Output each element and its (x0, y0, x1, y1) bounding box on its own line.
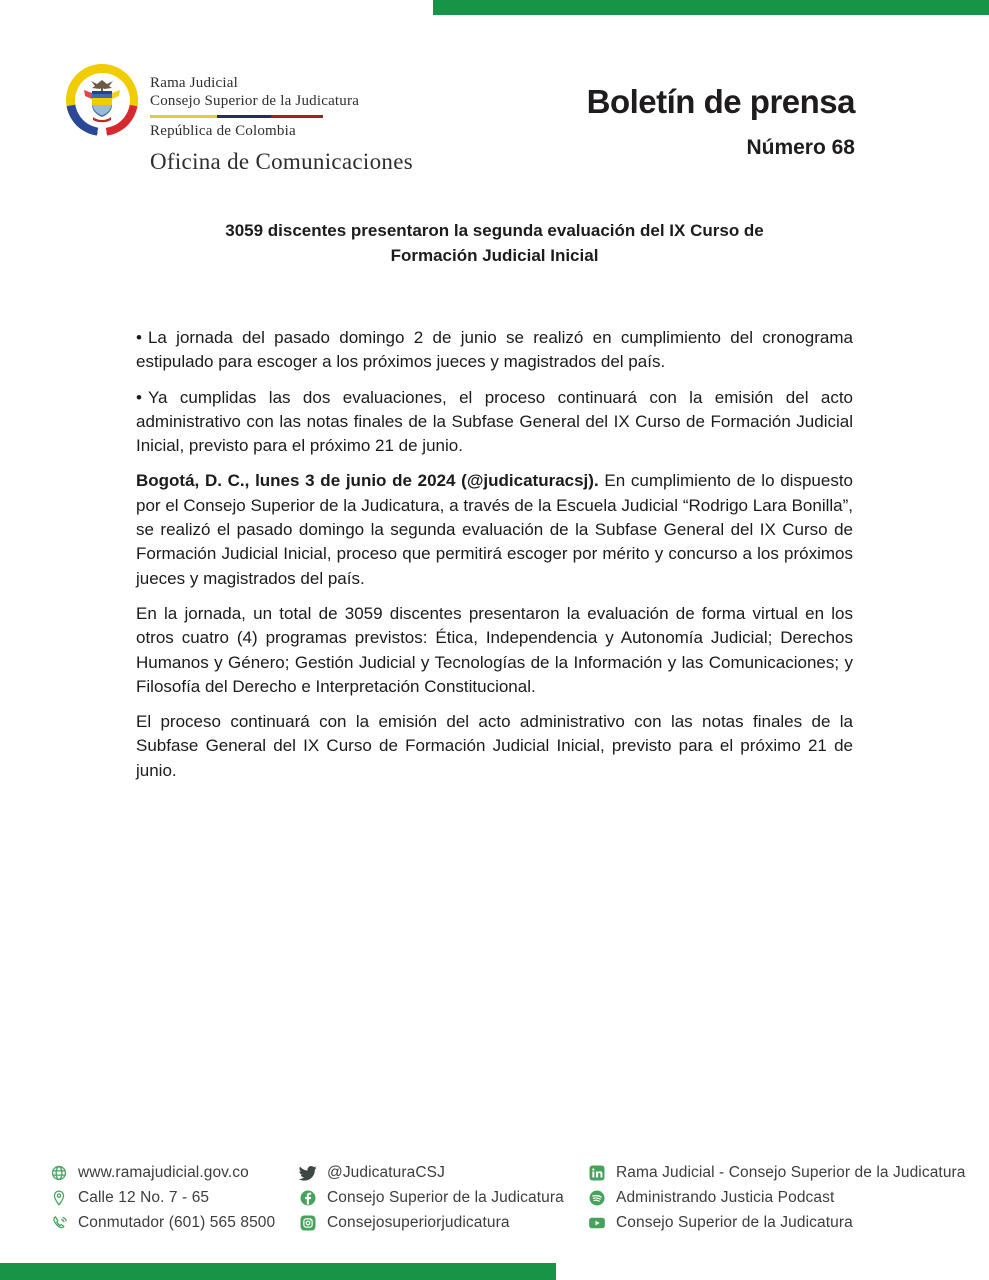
bottom-green-bar (0, 1263, 556, 1280)
body-paragraph-1: En la jornada, un total de 3059 discentes presentaron la evaluación de forma virtual en los otros cuatro (4) programas previstos: Ética, Independencia y Autonomía Judicial; Derechos Humanos y Género; Gestión Judicial y Tecnologías de la Información y las Comunicaciones; y Filosofía del Derecho e Interpretación Constitucional. (136, 603, 853, 696)
globe-icon (50, 1164, 68, 1182)
org-name-line2: Consejo Superior de la Judicatura (150, 93, 360, 109)
facebook-row (299, 1185, 564, 1210)
article-title: 3059 discentes presentaron la segunda evaluación del IX Curso de Formación Judicial Inicial (225, 221, 764, 265)
facebook-page[interactable]: Consejo Superior de la Judicatura (327, 1188, 564, 1206)
linkedin-icon (588, 1164, 606, 1182)
youtube-row (588, 1210, 966, 1235)
dateline-paragraph-text: En cumplimiento de lo dispuesto por el Consejo Superior de la Judicatura, a través de la Escuela Judicial “Rodrigo Lara Bonilla”, se realizó el pasado domingo la segunda evaluación de la Subfase General del IX Curso de Formación Judicial Inicial, proceso que permitirá escoger por mérito y concurso a los próximos jueces y magistrados del país. (136, 471, 853, 588)
website-row (50, 1160, 275, 1185)
youtube-channel[interactable]: Consejo Superior de la Judicatura (616, 1213, 853, 1231)
org-country: República de Colombia (150, 123, 296, 139)
flag-divider-red (271, 115, 323, 118)
coat-of-arms-icon (75, 73, 130, 128)
article-copy (136, 326, 853, 783)
bulletin-header (587, 84, 855, 160)
spotify-row (588, 1185, 966, 1210)
top-green-bar (433, 0, 989, 15)
flag-divider-yellow (150, 115, 217, 118)
body-paragraph-2: El proceso continuará con la emisión del acto administrativo con las notas finales de la Subfase General del IX Curso de Formación Judicial Inicial, previsto para el próximo 21 de junio. (136, 712, 853, 780)
org-name-line1: Rama Judicial (150, 75, 238, 91)
flag-ring (66, 64, 138, 136)
phone-icon (50, 1214, 68, 1232)
linkedin-row (588, 1160, 966, 1185)
facebook-icon (299, 1189, 317, 1207)
phone-text: Conmutador (601) 565 8500 (78, 1213, 276, 1231)
instagram-handle[interactable]: Consejosuperiorjudicatura (327, 1213, 510, 1231)
bullet-point-2 (136, 386, 853, 459)
bulletin-number: Número 68 (746, 136, 855, 159)
spotify-show[interactable]: Administrando Justicia Podcast (616, 1188, 835, 1206)
bullet-marker: • (136, 328, 142, 347)
bullet-point-2-text: Ya cumplidas las dos evaluaciones, el proceso continuará con la emisión del acto administrativo con las notas finales de la Subfase General del IX Curso de Formación Judicial Inicial, previsto para el próximo 21 de junio. (136, 387, 853, 456)
bullet-marker: • (136, 387, 142, 407)
bulletin-title: Boletín de prensa (586, 83, 855, 120)
twitter-handle[interactable]: @JudicaturaCSJ (327, 1163, 445, 1181)
rama-judicial-logo (66, 64, 138, 136)
flag-divider-blue (217, 115, 271, 118)
address-row (50, 1185, 275, 1210)
instagram-icon (299, 1214, 317, 1232)
footer-social-column-2 (588, 1160, 966, 1235)
website-link[interactable]: www.ramajudicial.gov.co (78, 1163, 249, 1181)
article-body (136, 218, 853, 783)
bullet-point-1-text: La jornada del pasado domingo 2 de junio se realizó en cumplimiento del cronograma estipulado para escoger a los próximos jueces y magistrados del país. (136, 328, 853, 372)
location-pin-icon (50, 1189, 68, 1207)
footer-contact-column (50, 1160, 275, 1235)
phone-row (50, 1210, 275, 1235)
footer (0, 1160, 989, 1245)
linkedin-page[interactable]: Rama Judicial - Consejo Superior de la Judicatura (616, 1163, 966, 1181)
address-text: Calle 12 No. 7 - 65 (78, 1188, 210, 1206)
office-name: Oficina de Comunicaciones (150, 149, 413, 174)
twitter-row (299, 1160, 564, 1185)
footer-social-column-1 (299, 1160, 564, 1235)
flag-divider (150, 115, 323, 118)
dateline-paragraph (136, 469, 853, 590)
youtube-icon (588, 1214, 606, 1232)
bullet-point-1 (136, 326, 853, 375)
twitter-icon (299, 1164, 317, 1182)
org-identity-block (150, 74, 413, 175)
instagram-row (299, 1210, 564, 1235)
dateline: Bogotá, D. C., lunes 3 de junio de 2024 (@judicaturacsj). (136, 471, 599, 491)
spotify-icon (588, 1189, 606, 1207)
